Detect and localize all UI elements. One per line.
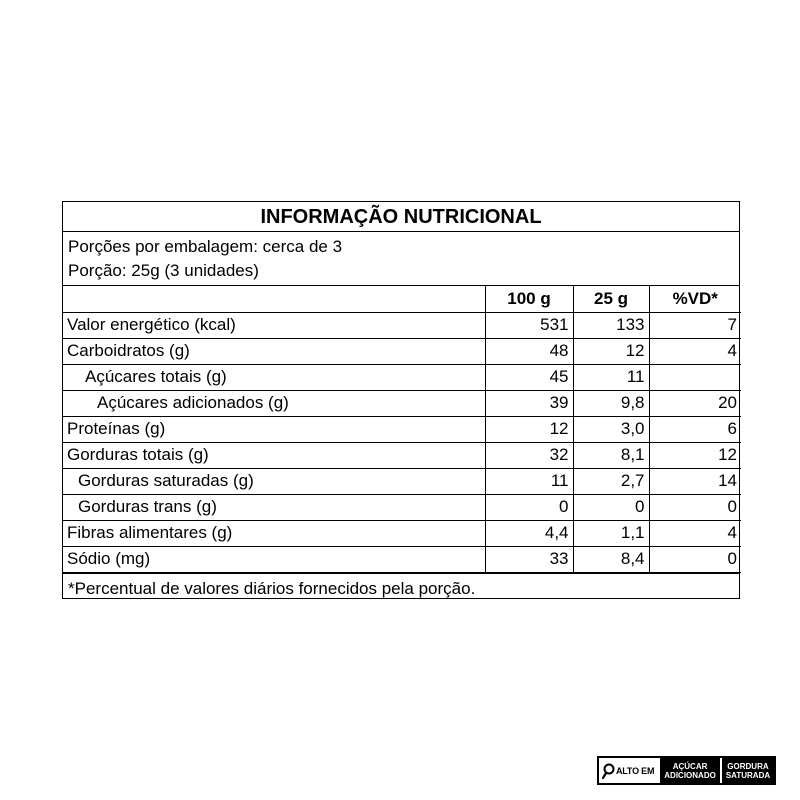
value-per-100g: 33 — [485, 546, 573, 572]
value-per-100g: 531 — [485, 312, 573, 338]
value-per-serving: 2,7 — [573, 468, 649, 494]
serving-size: Porção: 25g (3 unidades) — [68, 261, 259, 280]
high-in-lead — [599, 758, 658, 783]
daily-value-percent: 12 — [649, 442, 741, 468]
added-sugar-line2: ADICIONADO — [664, 770, 716, 780]
table-row — [63, 520, 741, 546]
nutrient-label: Valor energético (kcal) — [63, 312, 485, 338]
table-row — [63, 442, 741, 468]
serving-info — [63, 232, 739, 286]
nutrient-label: Sódio (mg) — [63, 546, 485, 572]
nutrient-label: Gorduras trans (g) — [63, 494, 485, 520]
value-per-serving: 9,8 — [573, 390, 649, 416]
table-row — [63, 546, 741, 572]
nutrient-label: Proteínas (g) — [63, 416, 485, 442]
nutrient-label: Açúcares totais (g) — [63, 364, 485, 390]
table-row — [63, 312, 741, 338]
table-row — [63, 416, 741, 442]
table-row — [63, 364, 741, 390]
daily-value-percent: 4 — [649, 338, 741, 364]
value-per-serving: 0 — [573, 494, 649, 520]
nutrient-label: Açúcares adicionados (g) — [63, 390, 485, 416]
daily-value-percent: 0 — [649, 494, 741, 520]
daily-value-percent: 4 — [649, 520, 741, 546]
footnote: *Percentual de valores diários fornecidos pela porção. — [63, 573, 739, 603]
added-sugar-box — [660, 758, 720, 783]
daily-value-percent: 14 — [649, 468, 741, 494]
table-row — [63, 390, 741, 416]
nutrient-label: Carboidratos (g) — [63, 338, 485, 364]
column-header-100g: 100 g — [485, 286, 573, 312]
nutrition-table — [63, 286, 741, 573]
column-header-vd: %VD* — [649, 286, 741, 312]
value-per-serving: 3,0 — [573, 416, 649, 442]
daily-value-percent: 20 — [649, 390, 741, 416]
added-sugar-line1: AÇÚCAR — [672, 761, 708, 771]
daily-value-percent: 7 — [649, 312, 741, 338]
nutrient-label: Gorduras totais (g) — [63, 442, 485, 468]
nutrient-label: Fibras alimentares (g) — [63, 520, 485, 546]
high-in-text: ALTO EM — [616, 765, 655, 776]
table-row — [63, 338, 741, 364]
daily-value-percent — [649, 364, 741, 390]
saturated-fat-line1: GORDURA — [727, 761, 769, 771]
column-header-25g: 25 g — [573, 286, 649, 312]
value-per-serving: 1,1 — [573, 520, 649, 546]
value-per-100g: 39 — [485, 390, 573, 416]
value-per-100g: 11 — [485, 468, 573, 494]
servings-per-package: Porções por embalagem: cerca de 3 — [68, 237, 343, 256]
nutrition-facts-panel — [62, 201, 740, 599]
value-per-100g: 4,4 — [485, 520, 573, 546]
value-per-100g: 0 — [485, 494, 573, 520]
magnifier-icon — [602, 763, 616, 779]
value-per-serving: 12 — [573, 338, 649, 364]
high-in-warning-label — [597, 756, 776, 785]
value-per-serving: 8,4 — [573, 546, 649, 572]
table-row — [63, 468, 741, 494]
daily-value-percent: 0 — [649, 546, 741, 572]
nutrient-label: Gorduras saturadas (g) — [63, 468, 485, 494]
column-header-nutrient — [63, 286, 485, 312]
value-per-100g: 12 — [485, 416, 573, 442]
saturated-fat-box — [722, 758, 774, 783]
value-per-serving: 8,1 — [573, 442, 649, 468]
table-header-row — [63, 286, 741, 312]
panel-title: INFORMAÇÃO NUTRICIONAL — [63, 202, 739, 232]
value-per-serving: 133 — [573, 312, 649, 338]
value-per-100g: 45 — [485, 364, 573, 390]
value-per-serving: 11 — [573, 364, 649, 390]
daily-value-percent: 6 — [649, 416, 741, 442]
saturated-fat-line2: SATURADA — [725, 770, 771, 780]
value-per-100g: 48 — [485, 338, 573, 364]
table-row — [63, 494, 741, 520]
value-per-100g: 32 — [485, 442, 573, 468]
